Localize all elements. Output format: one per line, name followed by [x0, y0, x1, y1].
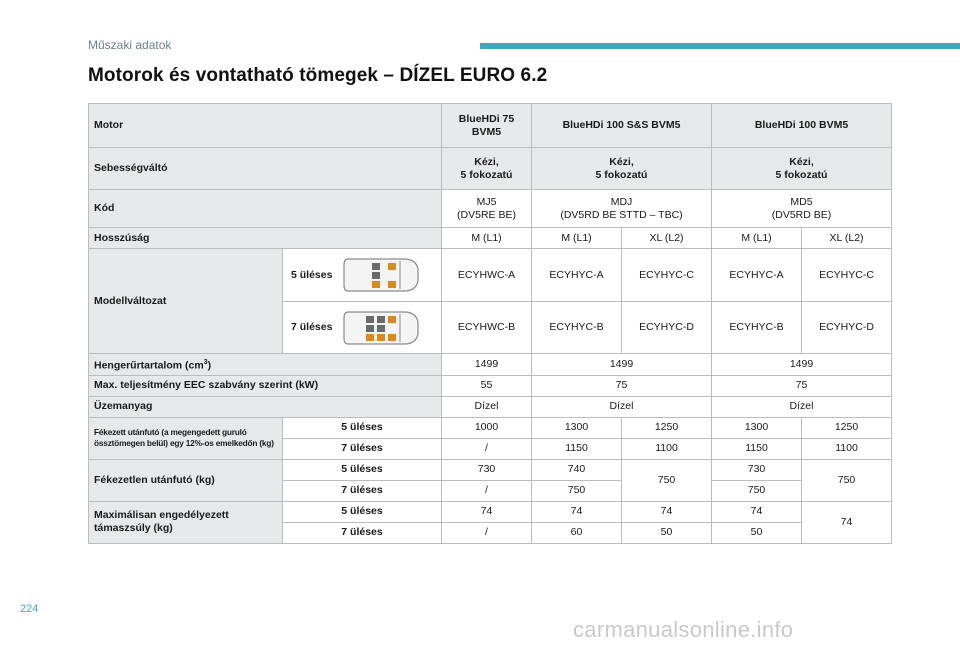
unbraked-7-2: 750 [532, 480, 622, 501]
noseweight-5-3: 74 [622, 501, 712, 522]
engine-spec-table [88, 103, 892, 544]
row-label-motor: Motor [89, 104, 442, 148]
unbraked-5-1: 730 [442, 459, 532, 480]
model-seats-5-label: 5 üléses [291, 268, 333, 281]
braked-5-5: 1250 [802, 417, 892, 438]
model-5-3: ECYHYC-C [622, 249, 712, 302]
van-7-seat-icon [342, 308, 420, 348]
page-title: Motorok és vontatható tömegek – DÍZEL EURO 6.2 [88, 65, 548, 86]
noseweight-5-4: 74 [712, 501, 802, 522]
model-7-4: ECYHYC-B [712, 302, 802, 354]
power-2: 75 [532, 375, 712, 396]
fuel-2: Dízel [532, 396, 712, 417]
watermark: carmanualsonline.info [573, 617, 794, 642]
row-label-noseweight [89, 501, 283, 543]
noseweight-7-1: / [442, 522, 532, 543]
noseweight-merged-5: 74 [802, 501, 892, 543]
row-label-displacement [89, 354, 442, 376]
table-row-noseweight-5 [89, 501, 892, 522]
fuel-3: Dízel [712, 396, 892, 417]
noseweight-label-line1: Maximálisan engedélyezett [94, 509, 229, 521]
length-3: XL (L2) [622, 228, 712, 249]
unbraked-7-1: / [442, 480, 532, 501]
noseweight-7-2: 60 [532, 522, 622, 543]
row-label-power: Max. teljesítmény EEC szabvány szerint (kW) [89, 375, 442, 396]
noseweight-7-4: 50 [712, 522, 802, 543]
braked-5-3: 1250 [622, 417, 712, 438]
gearbox-1-line2: 5 fokozatú [460, 168, 513, 181]
section-label: Műszaki adatok [88, 38, 172, 52]
unbraked-seats-7: 7 üléses [283, 480, 442, 501]
table-row-braked-5 [89, 417, 892, 438]
code-2-line1: MDJ [610, 195, 633, 208]
unbraked-5-4: 730 [712, 459, 802, 480]
braked-7-2: 1150 [532, 438, 622, 459]
section-bar [480, 43, 960, 49]
braked-7-5: 1100 [802, 438, 892, 459]
code-1 [442, 190, 532, 228]
model-seats-7 [283, 302, 442, 354]
noseweight-7-3: 50 [622, 522, 712, 543]
braked-7-1: / [442, 438, 532, 459]
code-1-line1: MJ5 [476, 195, 497, 208]
braked-label-line2: össztömegen belül) egy 12%-os emelkedőn (kg) [94, 438, 274, 448]
model-7-2: ECYHYC-B [532, 302, 622, 354]
displacement-3: 1499 [712, 354, 892, 376]
header-engine-3: BlueHDi 100 BVM5 [712, 104, 892, 148]
gearbox-3 [712, 148, 892, 190]
power-3: 75 [712, 375, 892, 396]
braked-7-4: 1150 [712, 438, 802, 459]
table-row-displacement [89, 354, 892, 376]
model-7-1: ECYHWC-B [442, 302, 532, 354]
model-7-3: ECYHYC-D [622, 302, 712, 354]
van-5-seat-icon [342, 255, 420, 295]
code-3-line1: MD5 [790, 195, 813, 208]
header-engine-1: BlueHDi 75 BVM5 [442, 104, 532, 148]
unbraked-seats-5: 5 üléses [283, 459, 442, 480]
noseweight-label-line2: támaszsúly (kg) [94, 522, 173, 534]
table-row-length [89, 228, 892, 249]
row-label-model: Modellváltozat [89, 249, 283, 354]
displacement-2: 1499 [532, 354, 712, 376]
gearbox-3-line2: 5 fokozatú [775, 168, 828, 181]
braked-label-line1: Fékezett utánfutó (a megengedett guruló [94, 427, 247, 437]
length-4: M (L1) [712, 228, 802, 249]
power-1: 55 [442, 375, 532, 396]
row-label-unbraked: Fékezetlen utánfutó (kg) [89, 459, 283, 501]
model-seats-7-label: 7 üléses [291, 321, 333, 333]
gearbox-2 [532, 148, 712, 190]
braked-seats-7: 7 üléses [283, 438, 442, 459]
code-2 [532, 190, 712, 228]
table-row-motor [89, 104, 892, 148]
model-7-5: ECYHYC-D [802, 302, 892, 354]
table-row-gearbox [89, 148, 892, 190]
header-engine-2: BlueHDi 100 S&S BVM5 [532, 104, 712, 148]
row-label-code: Kód [89, 190, 442, 228]
model-5-5: ECYHYC-C [802, 249, 892, 302]
table-row-power [89, 375, 892, 396]
row-label-braked [89, 417, 283, 459]
noseweight-seats-7: 7 üléses [283, 522, 442, 543]
model-5-1: ECYHWC-A [442, 249, 532, 302]
code-1-line2: (DV5RE BE) [457, 208, 516, 221]
noseweight-5-1: 74 [442, 501, 532, 522]
noseweight-seats-5: 5 üléses [283, 501, 442, 522]
braked-seats-5: 5 üléses [283, 417, 442, 438]
table-row-fuel [89, 396, 892, 417]
row-label-length: Hosszúság [89, 228, 442, 249]
code-2-line2: (DV5RD BE STTD – TBC) [560, 208, 683, 221]
code-3-line2: (DV5RD BE) [771, 208, 832, 221]
fuel-1: Dízel [442, 396, 532, 417]
gearbox-3-line1: Kézi, [789, 155, 814, 168]
table-row-unbraked-5 [89, 459, 892, 480]
unbraked-5-2: 740 [532, 459, 622, 480]
length-5: XL (L2) [802, 228, 892, 249]
length-1: M (L1) [442, 228, 532, 249]
braked-5-1: 1000 [442, 417, 532, 438]
displacement-1: 1499 [442, 354, 532, 376]
unbraked-merged-5: 750 [802, 459, 892, 501]
braked-5-4: 1300 [712, 417, 802, 438]
model-5-4: ECYHYC-A [712, 249, 802, 302]
displacement-label-end: ) [207, 359, 212, 372]
page-number: 224 [20, 603, 39, 615]
model-seats-5 [283, 249, 442, 302]
unbraked-merged-3: 750 [622, 459, 712, 501]
table-row-code [89, 190, 892, 228]
gearbox-2-line1: Kézi, [609, 155, 634, 168]
gearbox-1 [442, 148, 532, 190]
noseweight-5-2: 74 [532, 501, 622, 522]
braked-5-2: 1300 [532, 417, 622, 438]
model-5-2: ECYHYC-A [532, 249, 622, 302]
gearbox-2-line2: 5 fokozatú [595, 168, 648, 181]
table-row-model-5 [89, 249, 892, 302]
displacement-label-text: Hengerűrtartalom (cm [94, 359, 204, 372]
code-3 [712, 190, 892, 228]
row-label-fuel: Üzemanyag [89, 396, 442, 417]
displacement-label-sup: 3 [203, 359, 208, 366]
gearbox-1-line1: Kézi, [474, 155, 499, 168]
braked-7-3: 1100 [622, 438, 712, 459]
length-2: M (L1) [532, 228, 622, 249]
row-label-gearbox: Sebességváltó [89, 148, 442, 190]
unbraked-7-4: 750 [712, 480, 802, 501]
